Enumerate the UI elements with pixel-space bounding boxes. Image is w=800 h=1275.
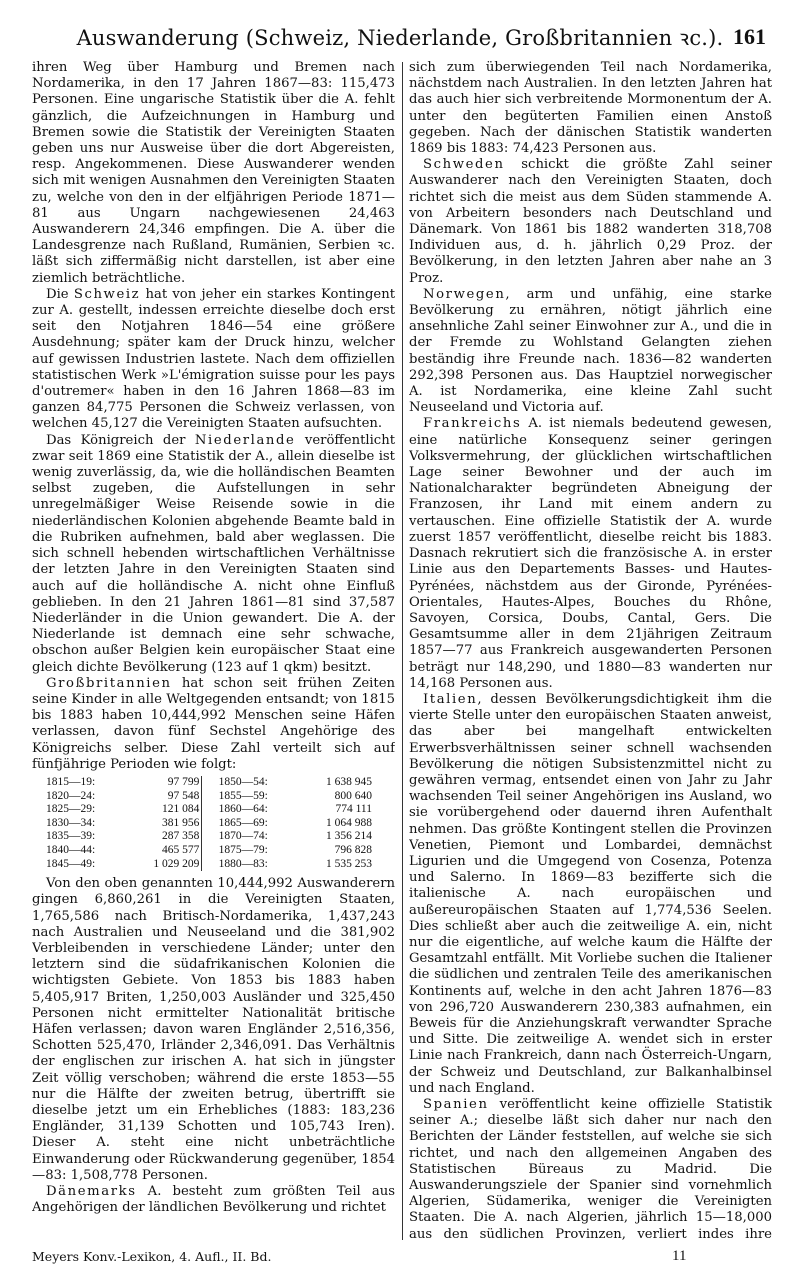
page-header: [30, 18, 770, 58]
table-row: [44, 776, 374, 790]
footer-reference: Meyers Konv.-Lexikon, 4. Aufl., II. Bd.: [32, 1248, 272, 1264]
right-column: [409, 60, 772, 1242]
emigration-periods-table: [44, 776, 374, 871]
value-cell: 1 356 214: [326, 830, 372, 843]
value-cell: 800 640: [334, 789, 372, 802]
keyword-daenemarks: Dänemarks: [46, 1183, 137, 1199]
keyword-niederlande: Niederlande: [194, 432, 296, 448]
period-cell: 1840—44:: [46, 843, 96, 856]
period-cell: 1835—39:: [46, 830, 96, 843]
paragraph-netherlands: [32, 433, 395, 676]
keyword-frankreichs: Frankreichs: [423, 416, 522, 432]
column-separator: [202, 776, 217, 790]
value-cell: 1 535 253: [326, 857, 372, 870]
keyword-schweiz: Schweiz: [73, 286, 141, 302]
running-title: Auswanderung (Schweiz, Niederlande, Großbritannien ꝛc.).: [76, 26, 724, 50]
table-row: [44, 858, 374, 872]
period-cell: 1845—49:: [46, 857, 96, 870]
value-cell: 121 084: [162, 803, 200, 816]
paragraph-body: veröffentlicht zwar seit 1869 eine Statistik der A., allein dieselbe ist wenig zuverlässig, da, wie die holländischen Beamten selbst zugeben, die Aufstellungen in sehr unregelmäßiger Weise Reisende sowie in die niederländischen Kolonien abgehende Beamte bald in die Rubriken aufnehmen, bald aber weglassen. Die sich schnell hebenden wirtschaftlichen Verhältnisse der letzten Jahre in den Vereinigten Staaten sind auch auf die holländische A. nicht ohne Einfluß geblieben. In den 21 Jahren 1861—81 sind 37,587 Niederländer in die Union gewandert. Die A. der Niederlande ist demnach eine sehr schwache, obschon außer Belgien kein europäischer Staat eine gleich dichte Bevölkerung (123 auf 1 qkm) besitzt.: [32, 432, 395, 675]
paragraph-spain: [409, 1097, 772, 1242]
paragraph-denmark: [32, 1184, 395, 1216]
left-column: [32, 60, 395, 1242]
value-cell: 796 828: [334, 843, 372, 856]
column-separator: [202, 817, 217, 831]
paragraph-body: A. ist niemals bedeutend gewesen, eine natürliche Konsequenz seiner geringen Volksvermehrung, der glücklichen wirtschaftlichen Lage seiner Bewohner und der auch im Nationalcharakter begründeten Abneigung der Franzosen, ihr Land mit einem andern zu vertauschen. Eine offizielle Statistik der A. wurde zuerst 1857 veröffentlicht, dieselbe reicht bis 1883. Dasnach rekrutiert sich die französische A. in erster Linie aus den Departements Basses- und Hautes-Pyrénées, nächstdem aus der Gironde, Pyrénées-Orientales, Hautes-Alpes, Bouches du Rhône, Savoyen, Corsica, Doubs, Cantal, Gers. Die Gesamtsumme aller in dem 21jährigen Zeitraum 1857—77 aus Frankreich ausgewanderten Personen beträgt nur 148,290, und 1880—83 wanderten nur 14,168 Personen aus.: [409, 416, 772, 691]
paragraph-body: veröffentlicht keine offizielle Statistik seiner A.; dieselbe läßt sich daher nur nach den Berichten der Länder feststellen, auf welche sie sich richtet, und nach den allgemeinen Angaben des Statistischen Büreaus zu Madrid. Die Auswanderungsziele der Spanier sind vornehmlich Algerien, Südamerika, weniger die Vereinigten Staaten. Die A. nach Algerien, jährlich 15—18,000 aus den südlichen Provinzen, verliert indes ihre: [409, 1097, 772, 1242]
period-cell: 1880—83:: [218, 857, 268, 870]
keyword-spanien: Spanien: [423, 1097, 489, 1112]
value-cell: 1 064 988: [326, 816, 372, 829]
paragraph-body: schickt die größte Zahl seiner Auswanderer nach den Vereinigten Staaten, doch richtet sich die meist aus dem Süden stammende A. von Arbeitern besonders nach Deutschland und Dänemark. Von 1861 bis 1882 wanderten 318,708 Individuen aus, d. h. jährlich 0,29 Proz. der Bevölkerung, in den letzten Jahren aber nahe an 3 Proz.: [409, 157, 772, 286]
paragraph-switzerland: [32, 287, 395, 433]
column-separator: [202, 830, 217, 844]
column-separator: [202, 790, 217, 804]
column-separator: [202, 803, 217, 817]
paragraph-france: [409, 416, 772, 691]
period-cell: 1815—19:: [46, 775, 96, 788]
table-row: [44, 790, 374, 804]
period-cell: 1860—64:: [218, 803, 268, 816]
paragraph-sweden: [409, 157, 772, 287]
value-cell: 97 548: [167, 789, 200, 802]
paragraph-hungary: ihren Weg über Hamburg und Bremen nach Nordamerika, in den 17 Jahren 1867—83: 115,473 Personen. Eine ungarische Statistik über die A. fehlt gänzlich, die Aufzeichnungen in Hamburg und Bremen sowie die Statistik der Vereinigten Staaten geben uns nur Ausweise über die dort Abgereisten, resp. Angekommenen. Diese Auswanderer wenden sich mit wenigen Ausnahmen den Vereinigten Staaten zu, welche von den in der elfjährigen Periode 1871—81 aus Ungarn nachgewiesenen 24,463 Auswanderern 24,346 empfingen. Die A. über die Landesgrenze nach Rußland, Rumänien, Serbien ꝛc. läßt sich ziffermäßig nicht darstellen, ist aber eine ziemlich beträchtliche.: [32, 60, 395, 286]
paragraph-body: hat schon seit frühen Zeiten seine Kinder in alle Weltgegenden entsandt; von 1815 bis 1883 haben 10,444,992 Menschen seine Häfen verlassen, davon fünf Sechstel Angehörige des Königreichs selber. Diese Zahl verteilt sich auf fünfjährige Perioden wie folgt:: [32, 675, 395, 772]
value-cell: 1 029 209: [153, 857, 200, 870]
column-separator: [202, 844, 217, 858]
paragraph-britain-destinations: Von den oben genannten 10,444,992 Auswanderern gingen 6,860,261 in die Vereinigten Staaten, 1,765,586 nach Britisch-Nordamerika, 1,437,243 nach Australien und Neuseeland und die 381,902 Verbleibenden in verschiedene Länder; unter den letztern sind die südafrikanischen Kolonien die wichtigsten Gebiete. Von 1853 bis 1883 haben 5,405,917 Briten, 1,250,003 Ausländer und 325,450 Personen nicht ermittelter Nationalität britische Häfen verlassen; davon waren Engländer 2,516,356, Schotten 525,470, Irländer 2,346,091. Das Verhältnis der englischen zur irischen A. hat sich in jüngster Zeit völlig verschoben; während die erste 1853—55 nur die Hälfte der zweiten betrug, übertrifft sie dieselbe jetzt um ein Erhebliches (1883: 183,236 Engländer, 31,139 Schotten und 105,743 Iren). Dieser A. steht eine nicht unbeträchtliche Einwanderung oder Rückwanderung gegenüber, 1854—83: 1,508,778 Personen.: [32, 876, 395, 1183]
text-columns: [32, 60, 772, 1242]
signature-mark: 11: [672, 1247, 687, 1264]
keyword-italien: Italien: [423, 691, 478, 707]
table-row: [44, 817, 374, 831]
period-cell: 1820—24:: [46, 789, 96, 802]
paragraph-italy: [409, 692, 772, 1097]
keyword-grossbritannien: Großbritannien: [46, 675, 172, 691]
paragraph-body: , dessen Bevölkerungsdichtigkeit ihm die vierte Stelle unter den europäischen Staaten anweist, das aber bei mangelhaft entwickelten Erwerbsverhältnissen seiner schnell wachsenden Bevölkerung die nötigen Subsistenzmittel nicht zu gewähren vermag, entsendet einen von Jahr zu Jahr wachsenden Teil seiner Angehörigen ins Ausland, wo sie vorübergehend oder dauernd ihren Aufenthalt nehmen. Das größte Kontingent stellen die Provinzen Venetien, Piemont und Lombardei, demnächst Ligurien und die Umgegend von Cosenza, Potenza und Salerno. In 1869—83 bezifferte sich die italienische A. nach europäischen und außereuropäischen Staaten auf 1,774,536 Seelen. Dies schließt aber auch die zeitweilige A. ein, nicht nur die eigentliche, auf welche kaum die Hälfte der Gesamtzahl entfällt. Mit Vorliebe suchen die Italiener die südlichen und zentralen Teile des amerikanischen Kontinents auf, welche in den acht Jahren 1876—83 von 296,720 Auswanderern 230,383 aufnahmen, ein Beweis für die Anziehungskraft verwandter Sprache und Sitte. Die zeitweilige A. wendet sich in erster Linie nach Frankreich, dann nach Österreich-Ungarn, der Schweiz und Deutschland, zur Balkanhalbinsel und nach England.: [409, 691, 772, 1096]
value-cell: 465 577: [162, 843, 200, 856]
keyword-schweden: Schweden: [423, 157, 505, 173]
table-row: [44, 830, 374, 844]
value-cell: 1 638 945: [326, 775, 372, 788]
page-number: 161: [733, 24, 766, 49]
period-cell: 1855—59:: [218, 789, 268, 802]
period-cell: 1865—69:: [218, 816, 268, 829]
keyword-norwegen: Norwegen: [423, 286, 506, 302]
paragraph-body: A. besteht zum größten Teil aus Angehörigen der ländlichen Bevölkerung und richtet: [32, 1183, 395, 1216]
value-cell: 287 358: [162, 830, 200, 843]
period-cell: 1870—74:: [218, 830, 268, 843]
paragraph-norway: [409, 287, 772, 417]
lead-text: Das Königreich der: [46, 432, 195, 448]
period-cell: 1825—29:: [46, 803, 96, 816]
value-cell: 774 111: [335, 803, 372, 816]
table-row: [44, 803, 374, 817]
paragraph-body: , arm und unfähig, eine starke Bevölkerung zu ernähren, nötigt jährlich eine ansehnliche Zahl seiner Einwohner zur A., und die in der Fremde zu Wohlstand Gelangten ziehen beständig ihre Freunde nach. 1836—82 wanderten 292,398 Personen aus. Das Hauptziel norwegischer A. ist Nordamerika, eine kleine Zahl sucht Neuseeland und Victoria auf.: [409, 286, 772, 416]
table-row: [44, 844, 374, 858]
paragraph-body: hat von jeher ein starkes Kontingent zur A. gestellt, indessen erreichte dieselbe doch erst seit den Notjahren 1846—54 eine größere Ausdehnung; später kam der Druck hinzu, welcher auf gewissen Industrien lastete. Nach dem offiziellen statistischen Werk »L'émigration suisse pour les pays d'outremer« haben in den 16 Jahren 1868—83 im ganzen 84,775 Personen die Schweiz verlassen, von welchen 45,127 die Vereinigten Staaten aufsuchten.: [32, 286, 395, 432]
lead-text: Die: [46, 286, 74, 302]
paragraph-denmark-cont: sich zum überwiegenden Teil nach Nordamerika, nächstdem nach Australien. In den letzten Jahren hat das auch hier sich verbreitende Mormonentum der A. unter den begüterten Familien einen Anstoß gegeben. Nach der dänischen Statistik wanderten 1869 bis 1883: 74,423 Personen aus.: [409, 60, 772, 157]
column-separator: [202, 858, 217, 872]
period-cell: 1830—34:: [46, 816, 96, 829]
page-footer: [32, 1244, 770, 1268]
value-cell: 97 799: [167, 775, 200, 788]
period-cell: 1850—54:: [218, 775, 268, 788]
value-cell: 381 956: [162, 816, 200, 829]
paragraph-britain: [32, 676, 395, 773]
period-cell: 1875—79:: [218, 843, 268, 856]
